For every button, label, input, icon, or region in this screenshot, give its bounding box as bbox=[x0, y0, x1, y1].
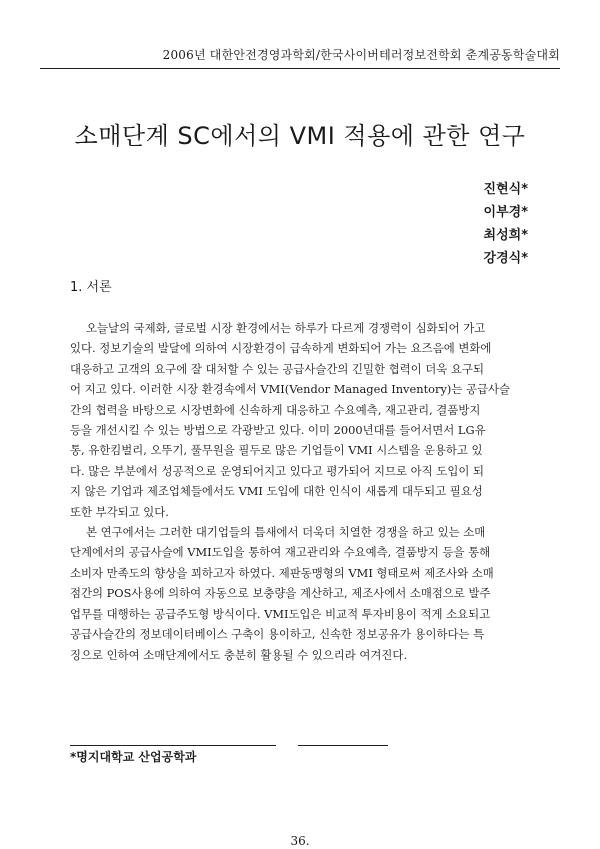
text-line: 등을 개선시킬 수 있는 방법으로 각광받고 있다. 이미 2000년대를 들어서면서 LG유 bbox=[70, 423, 486, 438]
text-line: 단계에서의 공급사슬에 VMI도입을 통하여 재고관리와 수요예측, 결품방지 등을 통해 bbox=[70, 545, 491, 560]
author-name: 진현식* bbox=[483, 182, 528, 197]
page-number: 36. bbox=[290, 834, 310, 848]
text-line: 또한 부각되고 있다. bbox=[70, 504, 169, 519]
paragraph-1 bbox=[70, 318, 530, 522]
conference-header: 2006년 대한안전경영과학회/한국사이버테러정보전학회 춘계공동학술대회 bbox=[40, 46, 560, 69]
text-line: 있다. 정보기술의 발달에 의하여 시장환경이 급속하게 변화되어 가는 요즈음에 변화에 bbox=[70, 341, 492, 356]
text-line: 대응하고 고객의 요구에 잘 대처할 수 있는 공급사슬간의 긴밀한 협력이 더욱 요구되 bbox=[70, 361, 484, 376]
text-line: 간의 협력을 바탕으로 시장변화에 신속하게 대응하고 수요예측, 재고관리, 결품방지 bbox=[70, 402, 481, 417]
body-text bbox=[70, 318, 530, 665]
footnote-divider-short bbox=[298, 745, 388, 746]
text-line: 공급사슬간의 정보데이터베이스 구축이 용이하고, 신속한 정보공유가 용이하다는 특 bbox=[70, 627, 485, 642]
text-line: 소비자 만족도의 향상을 꾀하고자 하였다. 제판동맹형의 VMI 형태로써 제조사와 소매 bbox=[70, 565, 494, 580]
text-line: 징으로 인하여 소매단계에서도 충분히 활용될 수 있으리라 여겨진다. bbox=[70, 647, 408, 662]
text-line: 업무를 대행하는 공급주도형 방식이다. VMI도입은 비교적 투자비용이 적게 소요되고 bbox=[70, 606, 491, 621]
author-name: 강경식* bbox=[483, 251, 528, 266]
footnote-divider bbox=[70, 745, 276, 746]
text-line: 오늘날의 국제화, 글로벌 시장 환경에서는 하루가 다르게 경쟁력이 심화되어 가고 bbox=[85, 321, 486, 335]
text-line: 다. 많은 부분에서 성공적으로 운영되어지고 있다고 평가되어 지므로 아직 도입이 되 bbox=[70, 463, 484, 478]
affiliation-footnote: *명지대학교 산업공학과 bbox=[70, 750, 197, 764]
paper-title: 소매단계 SC에서의 VMI 적용에 관한 연구 bbox=[74, 122, 526, 150]
text-line: 본 연구에서는 그러한 대기업들의 틈새에서 더욱더 치열한 경쟁을 하고 있는 소매 bbox=[85, 525, 486, 540]
author-name: 이부경* bbox=[483, 205, 528, 220]
author-list bbox=[484, 178, 528, 270]
text-line: 지 않은 기업과 제조업체들에서도 VMI 도입에 대한 인식이 새롭게 대두되고 필요성 bbox=[70, 484, 483, 499]
text-line: 어 지고 있다. 이러한 시장 환경속에서 VMI(Vendor Managed Inventory)는 공급사슬 bbox=[70, 382, 510, 397]
author-name: 최성희* bbox=[483, 228, 528, 243]
text-line: 통, 유한킴벌리, 오뚜기, 풀무원을 필두로 많은 기업들이 VMI 시스템을 운용하고 있 bbox=[70, 443, 483, 458]
text-line: 점간의 POS사용에 의하여 자동으로 보충량을 계산하고, 제조사에서 소매점으로 발주 bbox=[70, 586, 491, 601]
section-heading: 1. 서론 bbox=[70, 280, 112, 295]
paragraph-2 bbox=[70, 522, 530, 665]
